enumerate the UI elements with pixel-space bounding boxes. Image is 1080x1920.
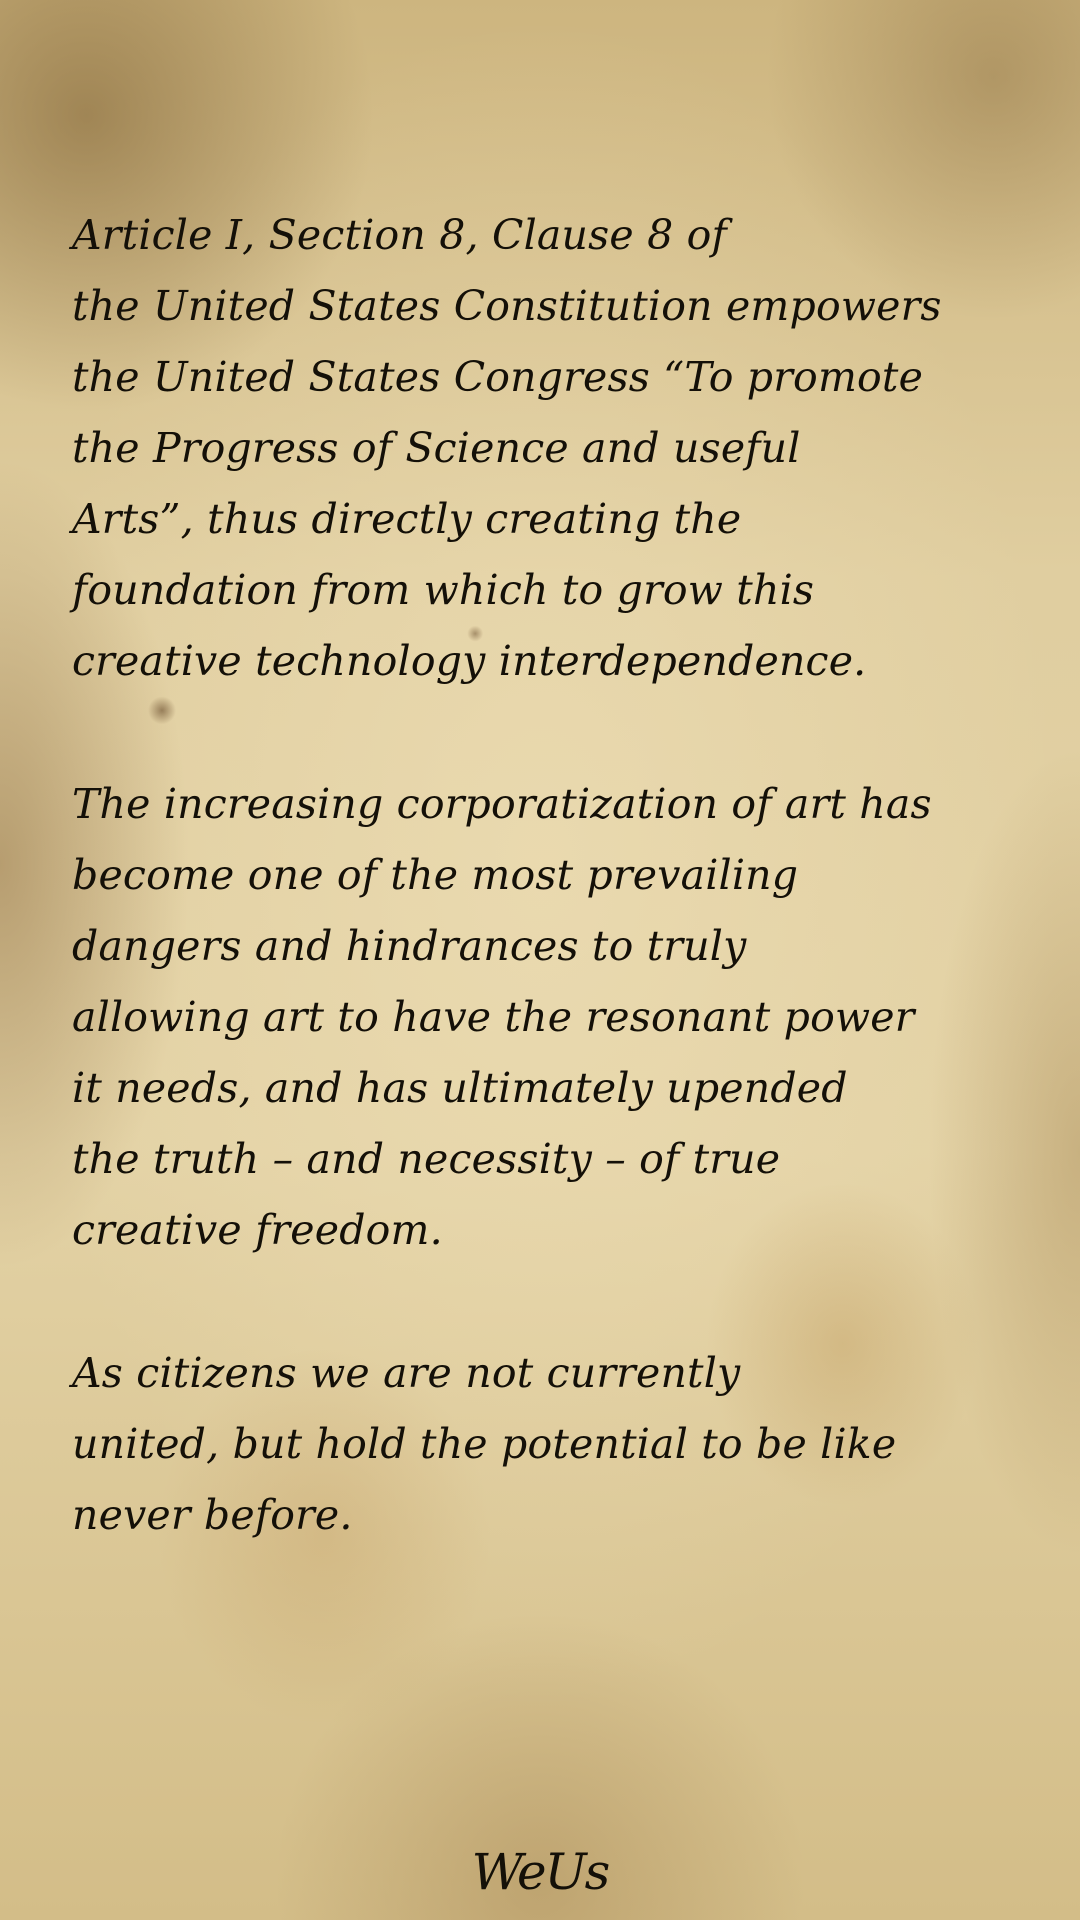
signature: WeUs: [471, 1843, 609, 1901]
paragraph-constitution: Article I, Section 8, Clause 8 of the United States Constitution empowers the United States Congress “To promote the Progress of Science and useful Arts”, thus directly creating the foundation from which to grow this creative technology interdependence.: [72, 211, 942, 685]
paragraph-citizens: As citizens we are not currently united, but hold the potential to be like never before.: [72, 1349, 897, 1539]
paragraph-corporatization: The increasing corporatization of art has become one of the most prevailing dangers and hindrances to truly allowing art to have the resonant power it needs, and has ultimately upended the truth – and necessity – of true creative freedom.: [72, 780, 932, 1254]
letter-body: [72, 200, 1032, 1623]
